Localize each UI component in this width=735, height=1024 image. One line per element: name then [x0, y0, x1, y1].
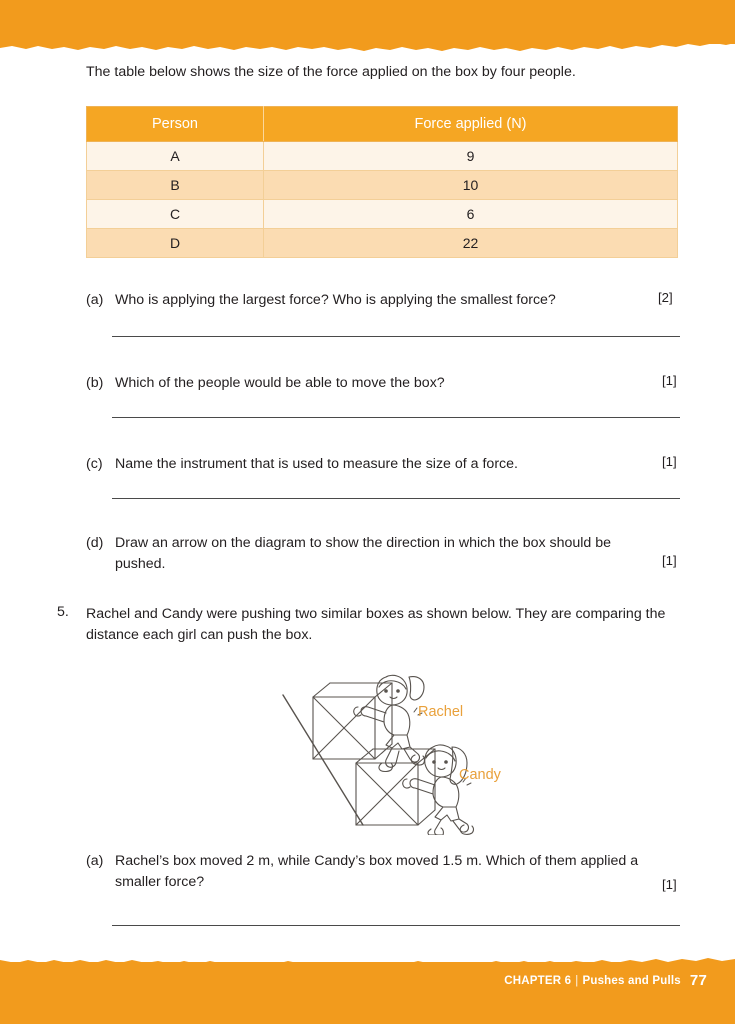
cell-force: 22 [264, 229, 678, 258]
label-rachel: Rachel [418, 704, 464, 720]
footer-chapter: CHAPTER 6 [504, 975, 572, 987]
footer-separator: | [575, 975, 579, 987]
question-5a-label: (a) [86, 853, 104, 869]
cell-person: D [87, 229, 264, 258]
table-header-person: Person [87, 107, 264, 142]
question-b-marks: [1] [662, 373, 677, 388]
question-a-label: (a) [86, 292, 104, 308]
table-row [87, 229, 678, 258]
question-b-text: Which of the people would be able to move the box? [115, 375, 445, 391]
answer-line-b[interactable] [112, 417, 680, 418]
question-a [86, 290, 631, 311]
answer-line-a[interactable] [112, 336, 680, 337]
question-b-label: (b) [86, 375, 104, 391]
cell-force: 6 [264, 200, 678, 229]
table-row [87, 171, 678, 200]
girl-candy [403, 745, 474, 835]
question-d-label: (d) [86, 535, 104, 551]
cell-person: A [87, 142, 264, 171]
cell-person: C [87, 200, 264, 229]
question-c-label: (c) [86, 456, 103, 472]
question-a-marks: [2] [658, 290, 673, 305]
question-b [86, 373, 631, 394]
question-5a-text: Rachel’s box moved 2 m, while Candy’s box moved 1.5 m. Which of them applied a smaller force? [115, 853, 639, 890]
table-header-row [87, 107, 678, 142]
box-lower [356, 749, 435, 825]
footer [504, 972, 707, 989]
table-row [87, 200, 678, 229]
cell-force: 10 [264, 171, 678, 200]
question-5-text: Rachel and Candy were pushing two similar boxes as shown below. They are comparing the distance each girl can push the box. [86, 606, 666, 643]
label-candy: Candy [459, 767, 501, 783]
cell-force: 9 [264, 142, 678, 171]
answer-line-c[interactable] [112, 498, 680, 499]
answer-line-5a[interactable] [112, 925, 680, 926]
question-c-text: Name the instrument that is used to measure the size of a force. [115, 456, 518, 472]
table-row [87, 142, 678, 171]
force-table [86, 106, 678, 258]
question-5a-marks: [1] [662, 877, 677, 892]
top-torn-edge [0, 38, 735, 52]
footer-page-number: 77 [689, 972, 707, 989]
girl-rachel [354, 675, 425, 771]
question-d-text: Draw an arrow on the diagram to show the direction in which the box should be pushed. [115, 535, 612, 572]
question-5a [86, 851, 651, 892]
question-5-number: 5. [57, 604, 69, 620]
start-line [283, 695, 363, 825]
illustration-svg [268, 655, 528, 835]
question-c-marks: [1] [662, 454, 677, 469]
footer-title: Pushes and Pulls [582, 975, 681, 987]
question-d-marks: [1] [662, 553, 677, 568]
intro-paragraph: The table below shows the size of the force applied on the box by four people. [86, 64, 576, 80]
cell-person: B [87, 171, 264, 200]
pushing-boxes-illustration [268, 655, 528, 835]
question-c [86, 454, 631, 475]
table-header-force: Force applied (N) [264, 107, 678, 142]
question-d [86, 533, 646, 574]
question-a-text: Who is applying the largest force? Who is applying the smallest force? [115, 292, 556, 308]
